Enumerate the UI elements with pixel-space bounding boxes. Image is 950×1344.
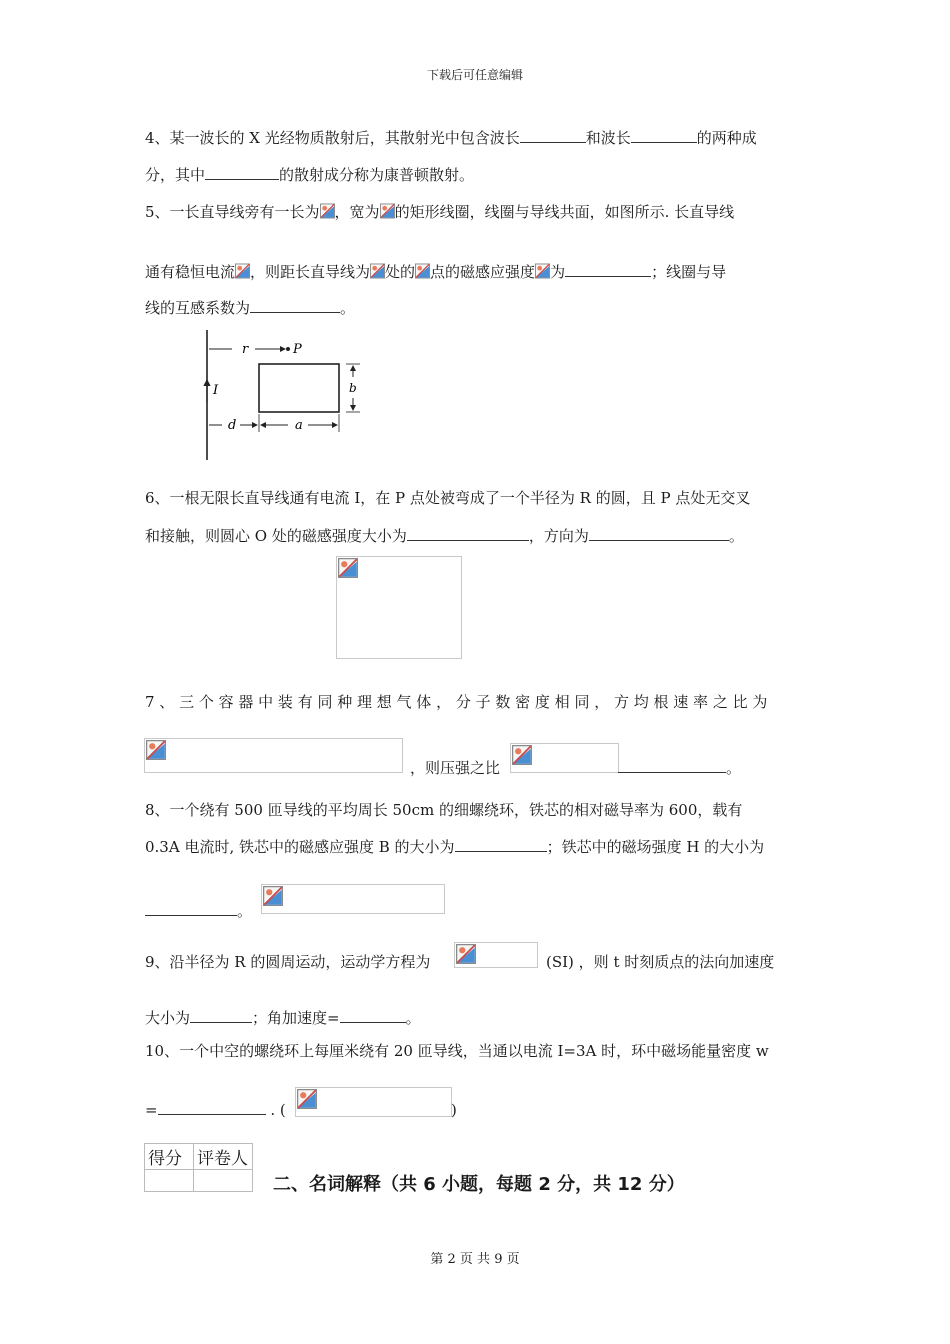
q10-line1: 10、一个中空的螺绕环上每厘米绕有 20 匝导线，当通以电流 I=3A 时，环中磁场能量密度 w [145,1042,769,1060]
page-footer: 第 2 页 共 9 页 [430,1252,520,1267]
q10-text-a: = [145,1101,158,1119]
q8-blank-2[interactable] [145,901,237,916]
q6-text-a: 和接触，则圆心 O 处的磁感强度大小为 [145,527,407,545]
label-p: P [293,342,302,357]
score-cell[interactable] [145,1170,194,1192]
q10-close-paren: ) [451,1101,457,1119]
q5-text-h: 为 [550,263,566,281]
q7-blank-1[interactable] [618,758,726,773]
q8-image [261,884,445,914]
q6-line1: 6、一根无限长直导线通有电流 I，在 P 点处被弯成了一个半径为 R 的圆，且 P 点处无交叉 [145,489,751,507]
q6-text-b: ，方向为 [528,527,589,545]
label-d: d [228,418,237,433]
score-header: 得分 [145,1144,194,1170]
q9-blank-2[interactable] [340,1008,406,1023]
q8-text-a: 0.3A 电流时, 铁芯中的磁感应强度 B 的大小为 [145,838,455,856]
q4-text-c: 的两种成 [696,129,757,147]
q5-line3 [145,298,355,318]
q4-line2 [145,165,474,185]
q8-blank-1[interactable] [455,837,547,852]
q5-blank-2[interactable] [250,298,340,313]
label-b: b [349,381,357,395]
q5-text-d: 通有稳恒电流 [145,263,236,281]
label-i: I [213,383,219,398]
q5-text-c: 的矩形线圈，线圈与导线共面，如图所示. 长直导线 [394,203,735,221]
q9-text-a: 大小为 [145,1009,191,1027]
broken-image-icon [338,558,358,578]
broken-image-icon [535,263,550,279]
q9-equation-image [454,942,538,968]
rectangular-loop [259,364,339,412]
q5-text-i: ；线圈与导 [651,263,727,281]
q5-line2 [145,262,726,282]
broken-image-icon [235,263,250,279]
score-table [144,1143,253,1192]
q6-line2 [145,526,744,546]
q5-text-e: ，则距长直导线为 [250,263,371,281]
q4-blank-2[interactable] [631,128,697,143]
q4-text-a: 4、某一波长的 X 光经物质散射后，其散射光中包含波长 [145,129,520,147]
broken-image-icon [320,203,335,219]
q10-image [295,1087,452,1117]
q5-blank-1[interactable] [565,262,651,277]
broken-image-icon [297,1089,317,1109]
q10-text-b: . ( [265,1101,286,1119]
q5-text-k: 。 [340,299,356,317]
q4-text-e: 的散射成分称为康普顿散射。 [279,166,475,184]
q7-line1: 7 、 三 个 容 器 中 装 有 同 种 理 想 气 体 ， 分 子 数 密 度 相 同 ， 方 均 根 速 率 之 比 为 [145,693,768,711]
q4-blank-3[interactable] [205,165,279,180]
q8-line3 [145,901,252,921]
q7-line2-tail [618,758,741,778]
q5-wire-loop-figure [200,328,360,462]
q6-blank-2[interactable] [589,526,729,541]
q5-line1 [145,202,734,222]
q6-blank-1[interactable] [407,526,529,541]
q7-line2-text: ，则压强之比 [410,759,501,777]
grader-header: 评卷人 [194,1144,253,1170]
q5-text-g: 点的磁感应强度 [430,263,536,281]
broken-image-icon [146,740,166,760]
section-2-title: 二、名词解释（共 6 小题，每题 2 分，共 12 分） [273,1174,685,1195]
q8-text-c: 。 [237,902,253,920]
q10-line2 [145,1100,286,1120]
q5-text-f: 处的 [385,263,416,281]
q8-text-b: ；铁芯中的磁场强度 H 的大小为 [546,838,765,856]
broken-image-icon [380,203,395,219]
q5-text-j: 线的互感系数为 [145,299,251,317]
q9-line2 [145,1008,421,1028]
q8-line2 [145,837,764,857]
page-header: 下载后可任意编辑 [426,68,523,82]
q4-text-b: 和波长 [585,129,631,147]
label-a: a [295,418,303,433]
broken-image-icon [370,263,385,279]
broken-image-icon [456,944,476,964]
q7-text-end: 。 [726,759,742,777]
q5-text-a: 5、一长直导线旁有一长为 [145,203,320,221]
q9-text-b: ；角加速度= [252,1009,340,1027]
q9-line1-text: 9、沿半径为 R 的圆周运动，运动学方程为 [145,953,431,971]
q4-blank-1[interactable] [520,128,586,143]
label-r: r [242,342,249,357]
q8-line1: 8、一个绕有 500 匝导线的平均周长 50cm 的细螺绕环，铁芯的相对磁导率为 600，载有 [145,801,743,819]
broken-image-icon [512,745,532,765]
point-p [286,347,290,351]
q6-figure-placeholder [336,556,462,659]
grader-cell[interactable] [194,1170,253,1192]
q9-blank-1[interactable] [190,1008,252,1023]
q5-text-b: ，宽为 [334,203,380,221]
q6-text-c: 。 [728,527,744,545]
broken-image-icon [263,886,283,906]
broken-image-icon [415,263,430,279]
q4-text-d: 分，其中 [145,166,206,184]
q10-blank-1[interactable] [158,1100,266,1115]
q4-line1 [145,128,757,148]
q7-ratio-image-1 [144,738,403,773]
q7-ratio-image-2 [510,743,619,773]
q9-text-c: 。 [405,1009,421,1027]
q9-line1-tail: (SI) ，则 t 时刻质点的法向加速度 [546,953,775,971]
